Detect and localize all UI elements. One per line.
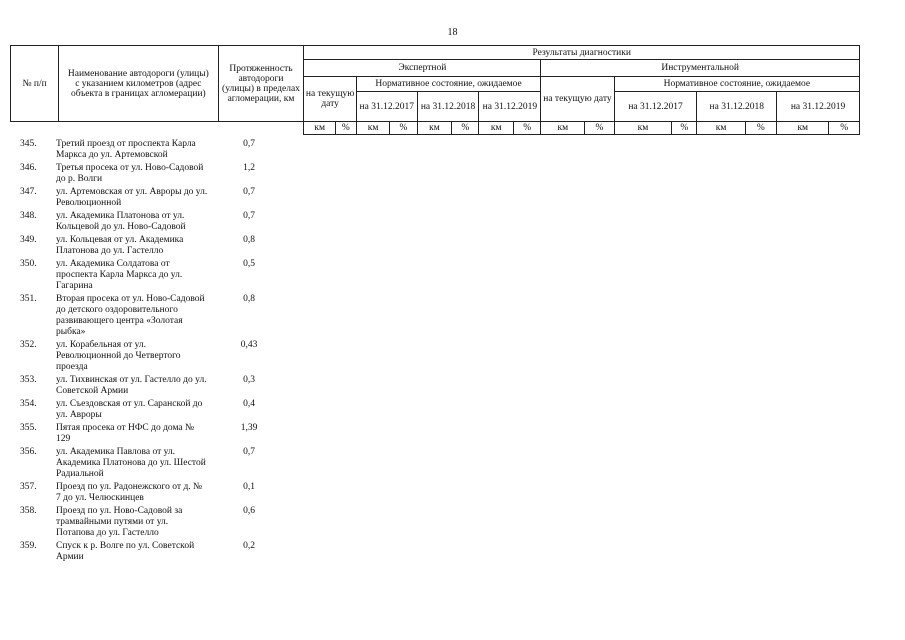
table-row <box>10 235 310 257</box>
unit-pct: % <box>514 122 541 135</box>
row-number: 348. <box>20 211 37 222</box>
row-number: 345. <box>20 139 37 149</box>
unit-km: км <box>614 122 672 135</box>
table-row <box>10 139 310 161</box>
header-instr-current-date: на текущую дату <box>541 77 614 122</box>
row-length: 0,1 <box>243 482 255 493</box>
table-row <box>10 163 310 185</box>
row-road-name: ул. Академика Павлова от ул. Академика Платонова до ул. Шестой Радиальной <box>56 447 206 479</box>
row-number: 349. <box>20 235 37 246</box>
row-road-name: ул. Съездовская от ул. Саранской до ул. Авроры <box>56 399 203 420</box>
row-number: 357. <box>20 482 37 493</box>
unit-pct: % <box>335 122 356 135</box>
row-length: 0,7 <box>243 187 255 198</box>
unit-pct: % <box>672 122 697 135</box>
header-length: Протяженность автодороги (улицы) в пределах агломерации, км <box>218 46 304 122</box>
table-row <box>10 375 310 397</box>
row-length: 0,7 <box>243 447 255 458</box>
header-expert-current-date: на текущую дату <box>304 77 356 122</box>
header-instr-date-2018: на 31.12.2018 <box>697 92 777 122</box>
header-instr-normative: Нормативное состояние, ожидаемое <box>614 77 859 92</box>
row-length: 0,8 <box>243 235 255 246</box>
row-length: 0,4 <box>243 399 255 410</box>
table-row <box>10 423 310 445</box>
table-row <box>10 259 310 291</box>
table-row <box>10 294 310 337</box>
header-expert: Экспертной <box>304 60 541 77</box>
row-road-name: ул. Кольцевая от ул. Академика Платонова до ул. Гастелло <box>56 235 184 257</box>
header-expert-normative: Нормативное состояние, ожидаемое <box>356 77 540 92</box>
header-diagnostics-results: Результаты диагностики <box>304 46 860 60</box>
row-road-name: ул. Академика Платонова от ул. Кольцевой до ул. Ново-Садовой <box>56 211 186 233</box>
row-road-name: Третий проезд от проспекта Карла Маркса до ул. Артемовской <box>56 139 196 160</box>
unit-km: км <box>479 122 514 135</box>
row-length: 0,43 <box>240 340 258 351</box>
header-instr-date-2017: на 31.12.2017 <box>614 92 697 122</box>
row-length: 0,5 <box>243 259 255 270</box>
header-instrumental: Инструментальной <box>541 60 860 77</box>
unit-pct: % <box>745 122 776 135</box>
unit-pct: % <box>585 122 614 135</box>
header-expert-date-2018: на 31.12.2018 <box>417 92 479 122</box>
row-number: 353. <box>20 374 37 385</box>
row-number: 352. <box>20 340 37 351</box>
row-number: 346. <box>20 163 37 174</box>
row-length: 0,8 <box>243 294 255 305</box>
unit-km: км <box>777 122 829 135</box>
row-number: 354. <box>20 399 37 410</box>
table-row <box>10 541 310 563</box>
road-list <box>10 139 310 565</box>
header-expert-date-2019: на 31.12.2019 <box>479 92 541 122</box>
header-road-name: Наименование автодороги (улицы) с указанием километров (адрес объекта в границах агломерации) <box>59 46 218 122</box>
table-row <box>10 399 310 421</box>
table-row <box>10 482 310 504</box>
diagnostics-table-header <box>10 45 860 135</box>
row-length: 0,6 <box>243 506 255 517</box>
table-row <box>10 340 310 372</box>
table-row <box>10 211 310 233</box>
unit-km: км <box>356 122 390 135</box>
row-number: 347. <box>20 187 37 198</box>
row-road-name: ул. Корабельная от ул. Революционной до Четвертого проезда <box>56 340 181 372</box>
table-row <box>10 447 310 479</box>
table-row <box>10 187 310 209</box>
unit-pct: % <box>452 122 479 135</box>
unit-pct: % <box>829 122 860 135</box>
row-number: 351. <box>20 294 37 305</box>
unit-km: км <box>697 122 745 135</box>
row-number: 355. <box>20 423 37 434</box>
row-road-name: ул. Артемовская от ул. Авроры до ул. Революционной <box>56 187 208 208</box>
table-row <box>10 506 310 538</box>
row-road-name: Проезд по ул. Ново-Садовой за трамвайными путями от ул. Потапова до ул. Гастелло <box>56 506 183 538</box>
header-expert-date-2017: на 31.12.2017 <box>356 92 417 122</box>
row-number: 359. <box>20 541 37 552</box>
row-length: 1,2 <box>243 163 255 174</box>
row-length: 0,2 <box>243 541 255 552</box>
page-number: 18 <box>447 27 458 38</box>
row-length: 0,7 <box>243 211 255 222</box>
row-road-name: Спуск к р. Волге по ул. Советской Армии <box>56 541 195 562</box>
row-number: 350. <box>20 259 37 270</box>
unit-km: км <box>304 122 335 135</box>
unit-pct: % <box>390 122 417 135</box>
row-length: 0,7 <box>243 139 255 149</box>
row-number: 358. <box>20 506 37 517</box>
row-road-name: Проезд по ул. Радонежского от д. № 7 до ул. Челюскинцев <box>56 482 203 503</box>
row-length: 0,3 <box>243 374 255 385</box>
row-number: 356. <box>20 447 37 458</box>
header-number: № п/п <box>11 46 59 122</box>
unit-km: км <box>541 122 585 135</box>
row-road-name: ул. Тихвинская от ул. Гастелло до ул. Советской Армии <box>56 374 207 396</box>
row-road-name: Третья просека от ул. Ново-Садовой до р. Волги <box>56 163 204 184</box>
row-road-name: ул. Академика Солдатова от проспекта Карла Маркса до ул. Гагарина <box>56 259 183 292</box>
row-length: 1,39 <box>240 423 258 434</box>
row-road-name: Пятая просека от НФС до дома № 129 <box>56 423 195 444</box>
header-instr-date-2019: на 31.12.2019 <box>777 92 860 122</box>
row-road-name: Вторая просека от ул. Ново-Садовой до детского оздоровительного развивающего центра «Золотая рыбка» <box>56 294 205 337</box>
unit-km: км <box>417 122 452 135</box>
